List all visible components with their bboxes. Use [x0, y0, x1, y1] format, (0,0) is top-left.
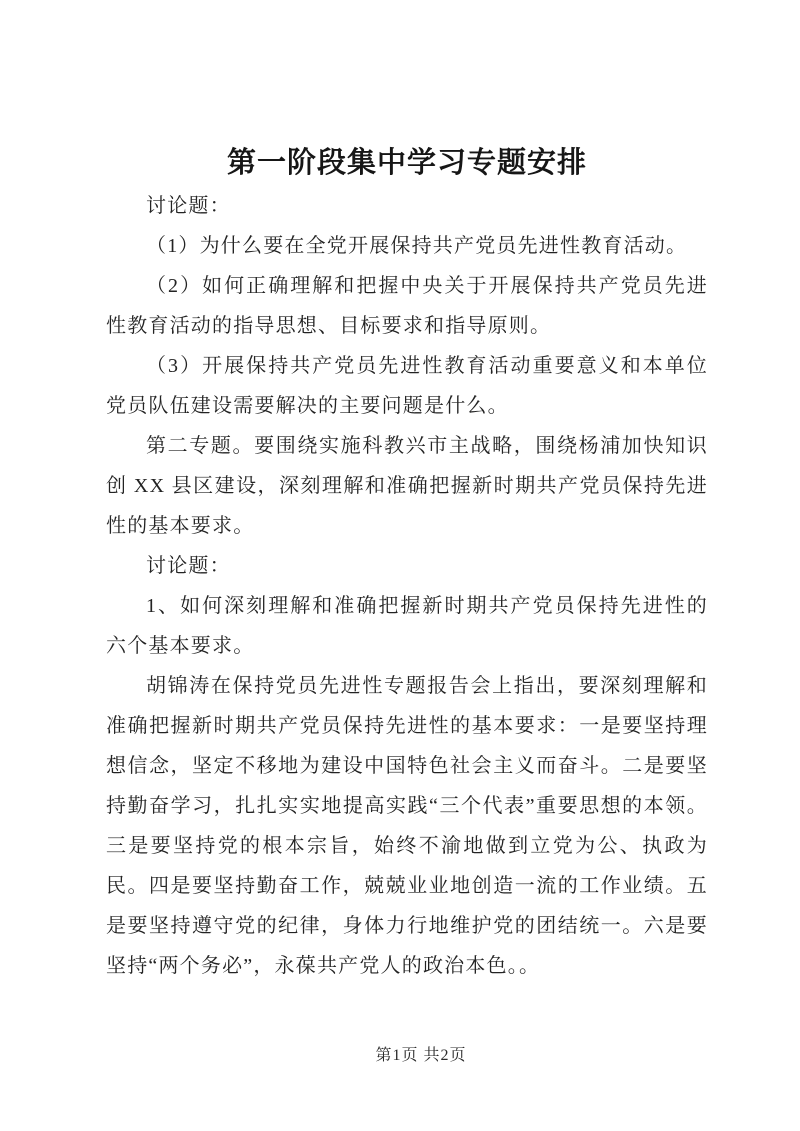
document-content — [106, 140, 708, 986]
paragraph-topic-1: （1）为什么要在全党开展保持共产党员先进性教育活动。 — [146, 235, 688, 257]
paragraph-second-special-topic: 第二专题。要围绕实施科教兴市主战略，围绕杨浦加快知识创 XX 县区建设，深刻理解和准确把握新时期共产党员保持先进性的基本要求。 — [106, 435, 708, 537]
document-title: 第一阶段集中学习专题安排 — [226, 147, 587, 179]
paragraph-topic-3: （3）开展保持共产党员先进性教育活动重要意义和本单位党员队伍建设需要解决的主要问题是什么。 — [106, 355, 708, 417]
paragraph-question-1: 1、如何深刻理解和准确把握新时期共产党员保持先进性的六个基本要求。 — [106, 595, 708, 657]
paragraph-topic-2: （2）如何正确理解和把握中央关于开展保持共产党员先进性教育活动的指导思想、目标要求和指导原则。 — [106, 275, 708, 337]
paragraph-body-requirements: 胡锦涛在保持党员先进性专题报告会上指出，要深刻理解和准确把握新时期共产党员保持先进性的基本要求：一是要坚持理想信念，坚定不移地为建设中国特色社会主义而奋斗。二是要坚持勤奋学习，扎扎实实地提高实践“三个代表”重要思想的本领。三是要坚持党的根本宗旨，始终不渝地做到立党为公、执政为民。四是要坚持勤奋工作，兢兢业业地创造一流的工作业绩。五是要坚持遵守党的纪律，身体力行地维护党的团结统一。六是要坚持“两个务必”，永葆共产党人的政治本色。。 — [106, 675, 708, 977]
page-number-footer: 第1页 共2页 — [375, 1047, 467, 1064]
paragraph-discussion-heading-2: 讨论题： — [146, 555, 231, 577]
paragraph-discussion-heading-1: 讨论题： — [146, 195, 231, 217]
